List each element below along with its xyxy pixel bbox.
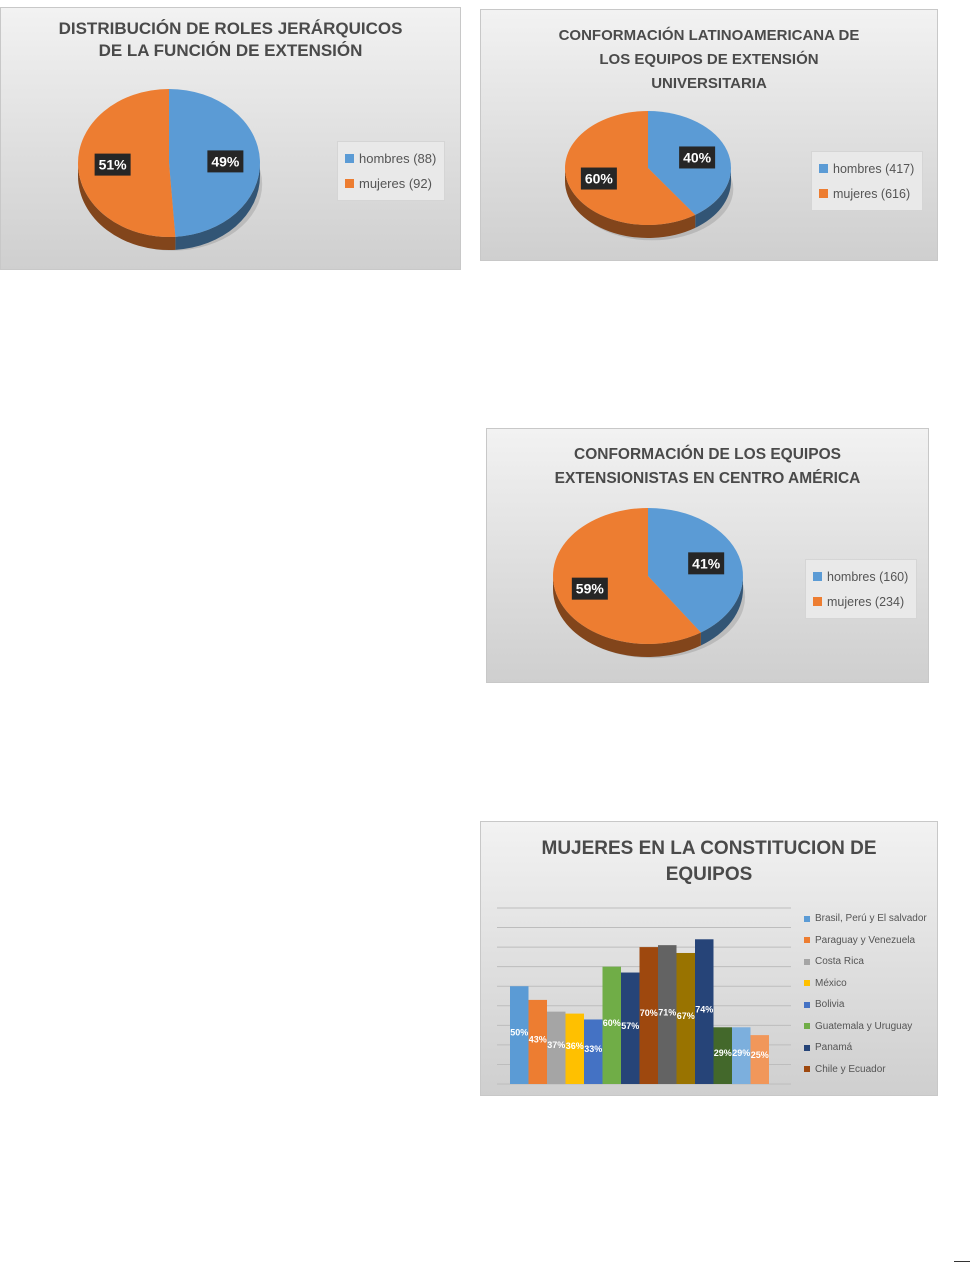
- pie-label-text: 59%: [575, 580, 604, 597]
- chart-4-panel: [480, 821, 938, 1096]
- legend-swatch-mujeres: [813, 597, 822, 606]
- bar-label-13: 25%: [750, 1050, 769, 1060]
- legend-label-2: Costa Rica: [815, 956, 864, 968]
- chart-4-title: [481, 836, 937, 888]
- chart-2-title-line-2: LOS EQUIPOS DE EXTENSIÓN: [599, 51, 819, 68]
- bar-label-7: 70%: [639, 1008, 658, 1019]
- legend-swatch-mujeres: [819, 189, 828, 198]
- legend-item-3: [804, 973, 927, 995]
- bar-label-3: 36%: [565, 1041, 584, 1052]
- page-corner-mark: [954, 1261, 970, 1262]
- pie-label-mujeres: [95, 154, 131, 176]
- chart-3-title-line-1: CONFORMACIÓN DE LOS EQUIPOS: [574, 446, 841, 463]
- legend-swatch-mujeres: [345, 179, 354, 188]
- legend-swatch-3: [804, 980, 810, 986]
- legend-swatch-hombres: [813, 572, 822, 581]
- legend-item-5: [804, 1016, 927, 1038]
- legend-item-hombres: [345, 146, 436, 171]
- legend-label-7: Chile y Ecuador: [815, 1063, 886, 1075]
- pie-label-mujeres: [581, 168, 617, 190]
- chart-2-title: [481, 24, 937, 96]
- chart-3-legend: [805, 559, 917, 619]
- pie-label-text: 60%: [584, 170, 613, 187]
- bar-label-12: 29%: [732, 1047, 751, 1058]
- chart-2-title-line-3: UNIVERSITARIA: [651, 75, 767, 92]
- legend-label-mujeres: mujeres (234): [827, 594, 905, 609]
- chart-1-title: [1, 18, 460, 62]
- bar-label-10: 74%: [695, 1004, 714, 1015]
- pie-label-text: 51%: [98, 156, 127, 173]
- legend-item-2: [804, 951, 927, 973]
- legend-item-4: [804, 994, 927, 1016]
- chart-3-title: [487, 443, 928, 491]
- pie-label-text: 49%: [211, 153, 240, 170]
- legend-item-hombres: [819, 156, 914, 181]
- chart-2-panel: [480, 9, 938, 261]
- legend-item-1: [804, 930, 927, 952]
- chart-4-legend: [804, 908, 927, 1080]
- legend-swatch-5: [804, 1023, 810, 1029]
- legend-swatch-1: [804, 937, 810, 943]
- legend-label-mujeres: mujeres (616): [833, 186, 911, 201]
- legend-item-mujeres: [819, 181, 914, 206]
- chart-2-title-line-1: CONFORMACIÓN LATINOAMERICANA DE: [558, 27, 860, 44]
- pie-label-mujeres: [572, 578, 608, 600]
- chart-3-title-line-2: EXTENSIONISTAS EN CENTRO AMÉRICA: [554, 470, 861, 487]
- legend-item-6: [804, 1037, 927, 1059]
- legend-label-hombres: hombres (417): [833, 161, 915, 176]
- legend-label-mujeres: mujeres (92): [359, 176, 432, 191]
- legend-label-5: Guatemala y Uruguay: [815, 1020, 913, 1032]
- legend-item-0: [804, 908, 927, 930]
- pie-label-text: 41%: [692, 555, 721, 572]
- legend-swatch-7: [804, 1066, 810, 1072]
- legend-item-mujeres: [813, 589, 908, 614]
- bar-label-6: 57%: [621, 1020, 640, 1031]
- pie-label-text: 40%: [683, 149, 712, 166]
- chart-1-panel: [0, 7, 461, 270]
- pie-label-hombres: [688, 552, 724, 574]
- legend-swatch-2: [804, 959, 810, 965]
- chart-2-legend: [811, 151, 923, 211]
- legend-swatch-0: [804, 916, 810, 922]
- chart-4-title-line-1: MUJERES EN LA CONSTITUCION DE: [541, 838, 877, 859]
- legend-label-1: Paraguay y Venezuela: [815, 934, 916, 946]
- chart-1-title-line-2: DE LA FUNCIÓN DE EXTENSIÓN: [98, 41, 363, 61]
- chart-4-title-line-2: EQUIPOS: [665, 864, 753, 885]
- legend-label-hombres: hombres (88): [359, 151, 437, 166]
- bar-label-8: 71%: [658, 1007, 677, 1018]
- bar-label-1: 43%: [528, 1034, 547, 1045]
- legend-item-mujeres: [345, 171, 436, 196]
- chart-1-title-line-1: DISTRIBUCIÓN DE ROLES JERÁRQUICOS: [58, 19, 403, 38]
- legend-label-6: Panamá: [815, 1042, 853, 1054]
- legend-swatch-6: [804, 1045, 810, 1051]
- legend-item-7: [804, 1059, 927, 1081]
- bar-label-11: 29%: [713, 1047, 732, 1058]
- bar-label-9: 67%: [676, 1011, 695, 1022]
- legend-swatch-hombres: [345, 154, 354, 163]
- chart-3-panel: [486, 428, 929, 683]
- chart-1-legend: [337, 141, 445, 201]
- bar-label-4: 33%: [584, 1044, 603, 1055]
- bar-label-0: 50%: [510, 1027, 529, 1038]
- legend-label-4: Bolivia: [815, 999, 845, 1011]
- legend-swatch-4: [804, 1002, 810, 1008]
- legend-label-hombres: hombres (160): [827, 569, 909, 584]
- legend-label-0: Brasil, Perú y El salvador: [815, 913, 927, 925]
- legend-item-hombres: [813, 564, 908, 589]
- legend-swatch-hombres: [819, 164, 828, 173]
- legend-label-3: México: [815, 977, 847, 989]
- pie-label-hombres: [207, 150, 243, 172]
- pie-label-hombres: [679, 146, 715, 168]
- bar-label-5: 60%: [602, 1017, 621, 1028]
- bar-label-2: 37%: [547, 1040, 566, 1051]
